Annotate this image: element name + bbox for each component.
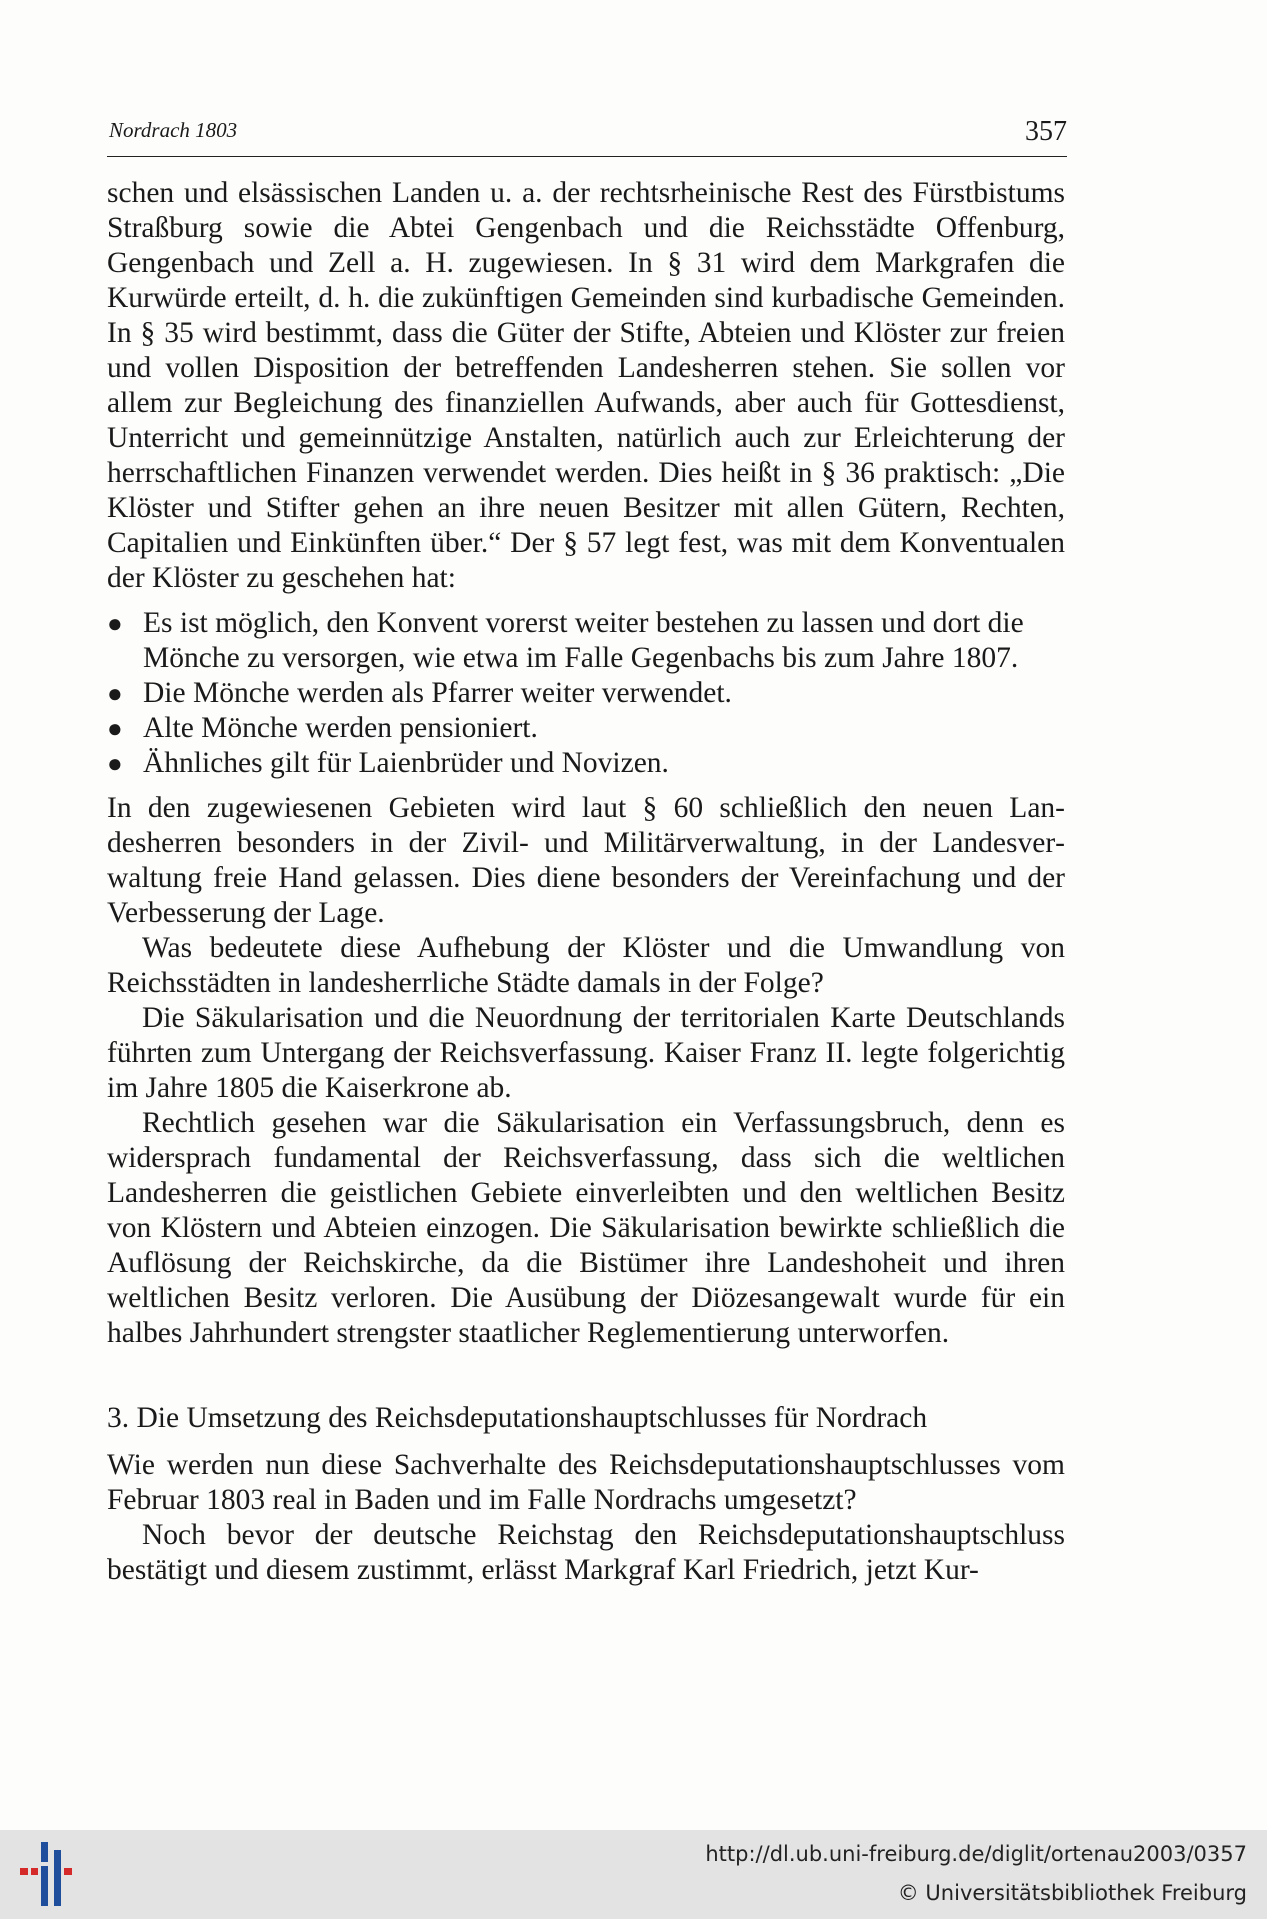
paragraph: Noch bevor der deutsche Reichstag den Reichsdeputationshauptschluss bestätigt und diesem zustimmt, erlässt Markgraf Karl Friedrich, jetzt Kur- [107, 1519, 1065, 1586]
paragraph: schen und elsässischen Landen u. a. der rechtsrheinische Rest des Fürstbistums Straßburg sowie die Abtei Gengenbach und die Reichsstädte Offenburg, Gengenbach und Zell a. H. zugewiesen. In § 31 wird dem Markgrafen die Kurwürde erteilt, d. h. die zukünftigen Gemeinden sind kurbadische Gemeinden. In § 35 wird bestimmt, dass die Güter der Stifte, Abteien und Klöster zur freien und vollen Disposition der betreffenden Landesherren stehen. Sie sollen vor allem zur Begleichung des finanziellen Aufwands, aber auch für Gottesdienst, Unterricht und gemeinnützige Anstalten, natürlich auch zur Erleichterung der herrschaftlichen Finanzen verwendet werden. Dies heißt in § 36 praktisch: „Die Klöster und Stifter gehen an ihre neuen Besitzer mit allen Gütern, Rechten, Capitalien und Einkünften über.“ Der § 57 legt fest, was mit dem Konventualen der Klöster zu geschehen hat: [107, 177, 1065, 594]
source-url-link[interactable]: http://dl.ub.uni-freiburg.de/diglit/ortenau2003/0357 [705, 1842, 1247, 1866]
list-item-text: Ähnliches gilt für Laienbrüder und Novizen. [143, 747, 669, 779]
paragraph: Rechtlich gesehen war die Säkularisation ein Verfassungsbruch, denn es widersprach fundamental der Reichsverfassung, dass sich die weltlichen Landesherren die geistlichen Gebiete einverleibten und den weltlichen Besitz von Klöstern und Abteien einzogen. Die Säkularisation bewirkte schließlich die Auflösung der Reichskirche, da die Bistümer ihre Landeshoheit und ihren weltlichen Besitz verloren. Die Ausübung der Diözesangewalt wurde für ein halbes Jahrhundert strengster staatlicher Reglementierung unterworfen. [107, 1107, 1065, 1349]
page-number: 357 [1025, 116, 1067, 147]
list-item [107, 606, 1065, 676]
copyright-notice: © Universitätsbibliothek Freiburg [897, 1881, 1247, 1905]
running-header [107, 112, 1067, 157]
paragraph: Was bedeutete diese Aufhebung der Klöster und die Umwandlung von Reichsstädten in landesherrliche Städte damals in der Folge? [107, 932, 1065, 999]
paragraph: Die Säkularisation und die Neuordnung der territorialen Karte Deutschlands führten zum Untergang der Reichsverfassung. Kaiser Franz II. legte folgerichtig im Jahre 1805 die Kaiserkrone ab. [107, 1002, 1065, 1104]
list-item-text: Die Mönche werden als Pfarrer weiter verwendet. [143, 677, 732, 709]
running-title: Nordrach 1803 [109, 118, 238, 142]
list-item-text: Alte Mönche werden pensioniert. [143, 712, 538, 744]
bullet-icon: ● [107, 714, 123, 743]
body-text [107, 176, 1065, 1588]
paragraph: In den zugewiesenen Gebieten wird laut § 60 schließlich den neuen Landesherren besonders in der Zivil- und Militärverwaltung, in der Landesverwaltung freie Hand gelassen. Dies diene besonders der Vereinfachung und der Verbesserung der Lage. [107, 792, 1065, 929]
bullet-list [107, 606, 1065, 781]
footer-bar [0, 1830, 1267, 1919]
bullet-icon: ● [107, 609, 123, 638]
section-heading: 3. Die Umsetzung des Reichsdeputationshauptschlusses für Nordrach [107, 1402, 928, 1434]
ub-freiburg-logo-icon [16, 1838, 86, 1910]
bullet-icon: ● [107, 749, 123, 778]
bullet-icon: ● [107, 679, 123, 708]
list-item [107, 711, 1065, 746]
list-item-text: Es ist möglich, den Konvent vorerst weiter bestehen zu lassen und dort die Mönche zu versorgen, wie etwa im Falle Gegenbachs bis zum Jahre 1807. [143, 607, 1024, 674]
list-item [107, 676, 1065, 711]
list-item [107, 746, 1065, 781]
paragraph: Wie werden nun diese Sachverhalte des Reichsdeputationshauptschlusses vom Februar 1803 real in Baden und im Falle Nordrachs umgesetzt? [107, 1449, 1065, 1516]
